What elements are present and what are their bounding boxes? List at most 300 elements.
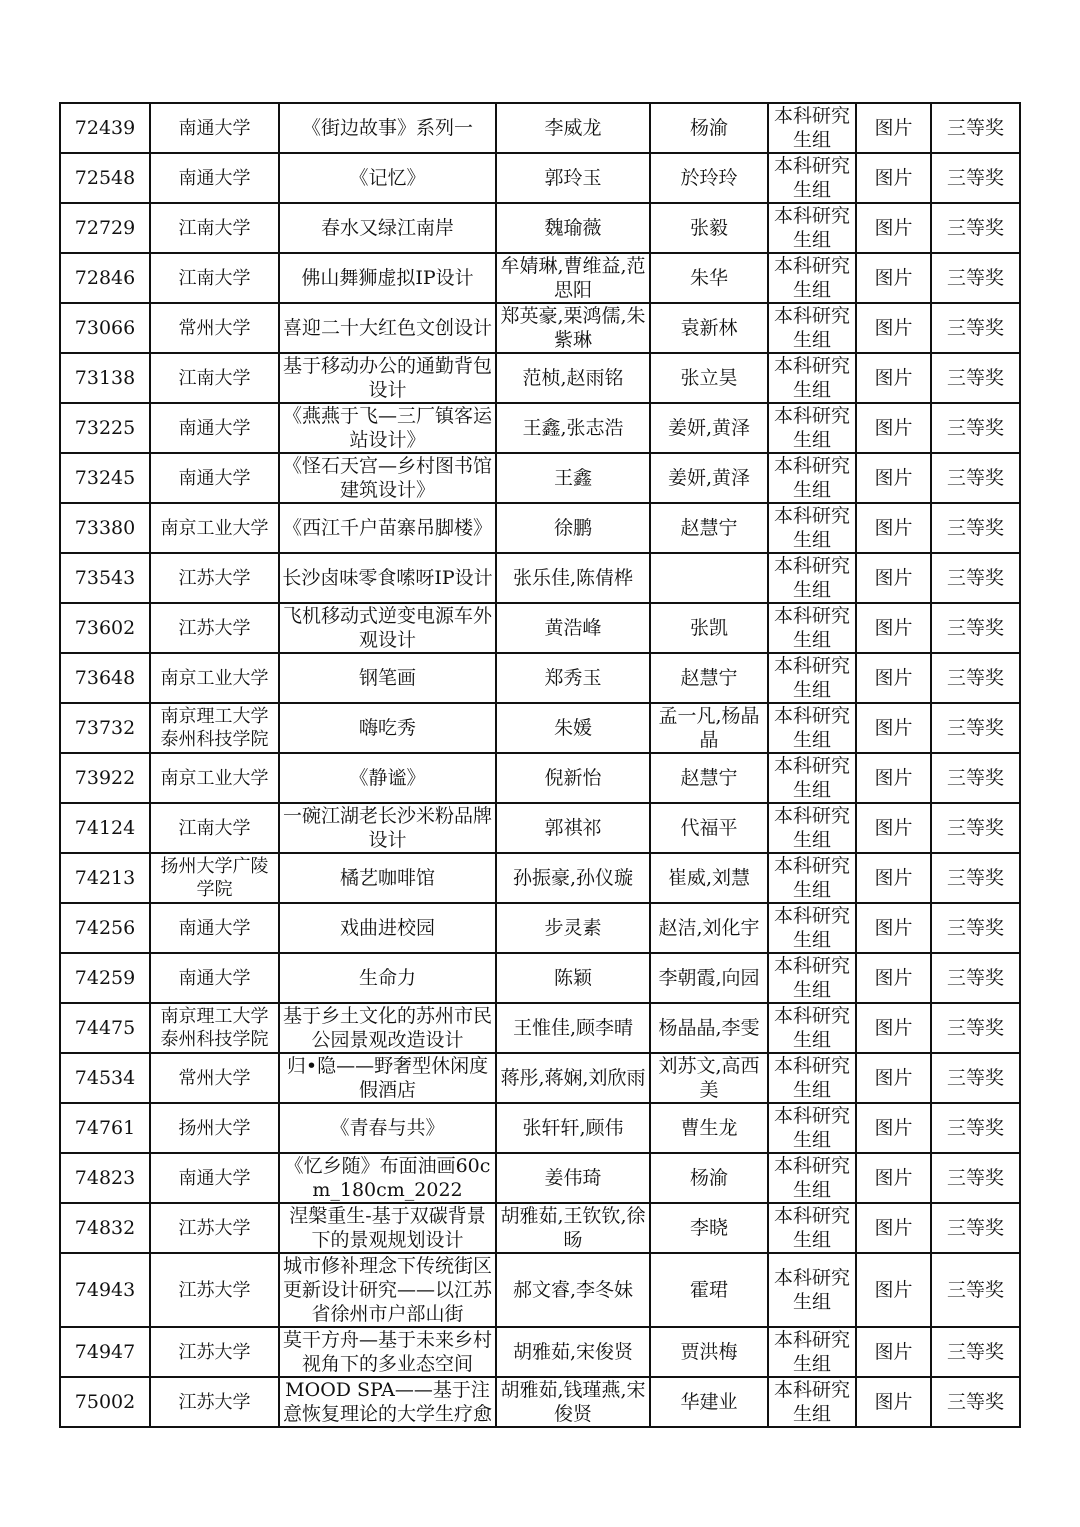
authors-text: 胡雅茹,钱瑾燕,宋俊贤 [500,1379,646,1425]
award-cell [931,1053,1020,1103]
authors-cell [496,403,650,453]
category-cell [856,603,931,653]
award-text: 三等奖 [946,1017,1004,1039]
category-cell [856,903,931,953]
group-cell [768,503,856,553]
entry-id-text: 72548 [74,167,136,189]
authors-cell [496,653,650,703]
entry-id-text: 74124 [74,817,136,839]
award-cell [931,853,1020,903]
authors-cell [496,1377,650,1427]
authors-text: 倪新怡 [544,767,602,789]
award-text: 三等奖 [946,367,1004,389]
category-text: 图片 [874,1167,913,1189]
entry-id-cell [60,603,150,653]
entry-id-text: 74256 [74,917,136,939]
authors-text: 姜伟琦 [544,1167,602,1189]
group-cell [768,1327,856,1377]
school-text: 南通大学 [178,967,251,989]
advisor-cell [650,1327,768,1377]
work-title-cell [279,1327,496,1377]
work-title-text: 春水又绿江南岸 [320,217,454,239]
authors-cell [496,253,650,303]
authors-text: 胡雅茹,王钦钦,徐旸 [500,1205,646,1251]
category-text: 图片 [874,267,913,289]
group-text: 本科研究生组 [773,405,850,451]
work-title-cell [279,1103,496,1153]
group-text: 本科研究生组 [773,755,850,801]
advisor-cell [650,903,768,953]
table-row [60,953,1020,1003]
category-text: 图片 [874,767,913,789]
advisor-text: 代福平 [680,817,738,839]
authors-text: 孙振豪,孙仪璇 [512,867,634,889]
advisor-text: 於玲玲 [680,167,738,189]
award-text: 三等奖 [946,817,1004,839]
school-cell [150,203,279,253]
group-text: 本科研究生组 [773,1105,850,1151]
entry-id-cell [60,303,150,353]
award-cell [931,1153,1020,1203]
group-cell [768,1103,856,1153]
entry-id-cell [60,553,150,603]
group-text: 本科研究生组 [773,105,850,151]
school-cell [150,603,279,653]
group-text: 本科研究生组 [773,155,850,201]
authors-text: 王鑫 [553,467,592,489]
group-cell [768,853,856,903]
work-title-cell [279,303,496,353]
award-cell [931,1377,1020,1427]
authors-text: 郭玲玉 [544,167,602,189]
group-text: 本科研究生组 [773,255,850,301]
work-title-text: 基于乡土文化的苏州市民公园景观改造设计 [282,1005,492,1051]
award-cell [931,303,1020,353]
entry-id-cell [60,403,150,453]
advisor-cell [650,1003,768,1053]
authors-text: 郑英豪,栗鸿儒,朱紫琳 [500,305,646,351]
authors-text: 李威龙 [544,117,602,139]
authors-text: 张轩轩,顾伟 [522,1117,624,1139]
entry-id-cell [60,953,150,1003]
award-cell [931,353,1020,403]
school-cell [150,953,279,1003]
table-row [60,1053,1020,1103]
award-text: 三等奖 [946,617,1004,639]
advisor-text: 孟一凡,杨晶晶 [658,705,760,751]
award-text: 三等奖 [946,267,1004,289]
advisor-cell [650,503,768,553]
table-row [60,803,1020,853]
advisor-text: 杨渝 [689,1167,728,1189]
entry-id-text: 73138 [74,367,136,389]
category-text: 图片 [874,1117,913,1139]
category-cell [856,1103,931,1153]
entry-id-text: 72439 [74,117,136,139]
award-text: 三等奖 [946,1067,1004,1089]
group-text: 本科研究生组 [773,955,850,1001]
table-row [60,103,1020,153]
work-title-text: 城市修补理念下传统街区更新设计研究——以江苏省徐州市户部山街 [282,1255,492,1325]
entry-id-text: 73922 [74,767,136,789]
award-text: 三等奖 [946,467,1004,489]
work-title-cell [279,1203,496,1253]
authors-text: 黄浩峰 [544,617,602,639]
category-cell [856,353,931,403]
authors-text: 郝文睿,李冬妹 [512,1279,634,1301]
entry-id-text: 73732 [74,717,136,739]
school-cell [150,1253,279,1327]
work-title-cell [279,403,496,453]
award-cell [931,1103,1020,1153]
award-cell [931,1203,1020,1253]
entry-id-cell [60,1253,150,1327]
group-cell [768,303,856,353]
work-title-cell [279,503,496,553]
entry-id-text: 72729 [74,217,136,239]
authors-cell [496,1153,650,1203]
school-text: 江苏大学 [178,617,251,639]
school-cell [150,903,279,953]
group-text: 本科研究生组 [773,1329,850,1375]
entry-id-cell [60,203,150,253]
table-row [60,853,1020,903]
entry-id-text: 72846 [74,267,136,289]
group-text: 本科研究生组 [773,705,850,751]
award-cell [931,1003,1020,1053]
advisor-cell [650,1377,768,1427]
advisor-text: 姜妍,黄泽 [667,417,751,439]
school-text: 南通大学 [178,417,251,439]
group-text: 本科研究生组 [773,655,850,701]
award-text: 三等奖 [946,217,1004,239]
group-cell [768,403,856,453]
authors-text: 牟婧琳,曹维益,范思阳 [500,255,646,301]
authors-cell [496,1103,650,1153]
advisor-text: 张凯 [689,617,728,639]
group-cell [768,753,856,803]
group-cell [768,1153,856,1203]
category-cell [856,853,931,903]
group-cell [768,1003,856,1053]
group-cell [768,603,856,653]
authors-cell [496,203,650,253]
category-cell [856,1327,931,1377]
award-text: 三等奖 [946,1167,1004,1189]
authors-cell [496,603,650,653]
group-text: 本科研究生组 [773,905,850,951]
school-text: 扬州大学 [178,1117,251,1139]
advisor-cell [650,1053,768,1103]
category-text: 图片 [874,317,913,339]
entry-id-text: 74475 [74,1017,136,1039]
school-text: 江苏大学 [178,1391,251,1413]
entry-id-cell [60,353,150,403]
work-title-cell [279,953,496,1003]
award-cell [931,253,1020,303]
advisor-cell [650,353,768,403]
work-title-text: 钢笔画 [358,667,416,689]
entry-id-cell [60,703,150,753]
group-text: 本科研究生组 [773,1379,850,1425]
category-cell [856,1053,931,1103]
entry-id-cell [60,503,150,553]
entry-id-cell [60,653,150,703]
work-title-text: 《燕燕于飞—三厂镇客运站设计》 [282,405,492,451]
group-text: 本科研究生组 [773,505,850,551]
entry-id-text: 73543 [74,567,136,589]
advisor-cell [650,703,768,753]
category-text: 图片 [874,867,913,889]
school-text: 江苏大学 [178,567,251,589]
award-cell [931,553,1020,603]
authors-cell [496,853,650,903]
work-title-cell [279,903,496,953]
category-text: 图片 [874,617,913,639]
authors-text: 王惟佳,顾李晴 [512,1017,634,1039]
table-row [60,1377,1020,1427]
school-cell [150,1327,279,1377]
award-cell [931,603,1020,653]
school-cell [150,1377,279,1427]
group-text: 本科研究生组 [773,855,850,901]
group-cell [768,653,856,703]
school-cell [150,1203,279,1253]
group-text: 本科研究生组 [773,205,850,251]
table-row [60,1203,1020,1253]
work-title-text: 《怪石天宫—乡村图书馆建筑设计》 [282,455,492,501]
table-row [60,653,1020,703]
authors-cell [496,1203,650,1253]
school-cell [150,353,279,403]
award-text: 三等奖 [946,767,1004,789]
school-text: 常州大学 [178,1067,251,1089]
authors-cell [496,353,650,403]
entry-id-cell [60,453,150,503]
entry-id-text: 74534 [74,1067,136,1089]
advisor-text: 赵慧宁 [680,517,738,539]
authors-text: 王鑫,张志浩 [522,417,624,439]
advisor-cell [650,403,768,453]
entry-id-cell [60,1103,150,1153]
category-cell [856,1153,931,1203]
category-text: 图片 [874,117,913,139]
entry-id-text: 73225 [74,417,136,439]
entry-id-text: 74761 [74,1117,136,1139]
category-text: 图片 [874,967,913,989]
work-title-text: 喜迎二十大红色文创设计 [282,317,492,339]
authors-cell [496,1053,650,1103]
work-title-cell [279,653,496,703]
advisor-cell [650,953,768,1003]
school-text: 南通大学 [178,117,251,139]
entry-id-cell [60,1203,150,1253]
authors-cell [496,1253,650,1327]
school-text: 南通大学 [178,1167,251,1189]
entry-id-text: 74259 [74,967,136,989]
advisor-text: 李朝霞,向园 [658,967,760,989]
table-row [60,303,1020,353]
work-title-cell [279,103,496,153]
entry-id-text: 74823 [74,1167,136,1189]
award-cell [931,753,1020,803]
authors-cell [496,503,650,553]
entry-id-text: 74943 [74,1279,136,1301]
group-text: 本科研究生组 [773,805,850,851]
group-text: 本科研究生组 [773,1267,850,1313]
category-cell [856,453,931,503]
entry-id-cell [60,753,150,803]
advisor-cell [650,753,768,803]
award-text: 三等奖 [946,867,1004,889]
advisor-cell [650,803,768,853]
advisor-cell [650,1153,768,1203]
school-cell [150,653,279,703]
school-cell [150,503,279,553]
school-cell [150,303,279,353]
school-cell [150,1003,279,1053]
authors-cell [496,953,650,1003]
advisor-text: 杨晶晶,李雯 [658,1017,760,1039]
school-text: 扬州大学广陵学院 [160,856,269,900]
advisor-cell [650,1203,768,1253]
entry-id-cell [60,1327,150,1377]
table-row [60,353,1020,403]
category-cell [856,703,931,753]
authors-text: 魏瑜薇 [544,217,602,239]
entry-id-cell [60,803,150,853]
group-cell [768,453,856,503]
table-row [60,453,1020,503]
work-title-text: 戏曲进校园 [339,917,435,939]
authors-text: 蒋彤,蒋娴,刘欣雨 [500,1067,646,1089]
entry-id-cell [60,1053,150,1103]
school-text: 南京工业大学 [160,517,269,539]
entry-id-text: 75002 [74,1391,136,1413]
school-cell [150,853,279,903]
entry-id-text: 74213 [74,867,136,889]
award-text: 三等奖 [946,417,1004,439]
authors-cell [496,303,650,353]
award-cell [931,503,1020,553]
work-title-text: 涅槃重生-基于双碳背景下的景观规划设计 [289,1205,486,1251]
group-text: 本科研究生组 [773,555,850,601]
award-text: 三等奖 [946,1279,1004,1301]
entry-id-cell [60,903,150,953]
award-text: 三等奖 [946,967,1004,989]
award-text: 三等奖 [946,1217,1004,1239]
authors-cell [496,153,650,203]
entry-id-text: 74947 [74,1341,136,1363]
school-text: 江苏大学 [178,1279,251,1301]
school-text: 江南大学 [178,267,251,289]
group-text: 本科研究生组 [773,305,850,351]
school-text: 南京理工大学泰州科技学院 [160,1006,269,1050]
category-cell [856,953,931,1003]
work-title-text: 嗨吃秀 [358,717,416,739]
authors-cell [496,1327,650,1377]
group-cell [768,1203,856,1253]
award-text: 三等奖 [946,1117,1004,1139]
advisor-cell [650,103,768,153]
table-row [60,553,1020,603]
group-text: 本科研究生组 [773,1055,850,1101]
school-cell [150,553,279,603]
table-row [60,203,1020,253]
authors-cell [496,753,650,803]
category-text: 图片 [874,1067,913,1089]
school-cell [150,703,279,753]
entry-id-text: 73380 [74,517,136,539]
entry-id-text: 73245 [74,467,136,489]
advisor-cell [650,453,768,503]
authors-text: 胡雅茹,宋俊贤 [512,1341,634,1363]
authors-cell [496,903,650,953]
category-cell [856,653,931,703]
advisor-text: 刘苏文,高西美 [658,1055,760,1101]
advisor-text: 朱华 [689,267,728,289]
category-text: 图片 [874,1391,913,1413]
table-body [60,103,1020,1427]
table-row [60,603,1020,653]
authors-text: 郑秀玉 [544,667,602,689]
group-cell [768,703,856,753]
school-cell [150,103,279,153]
category-cell [856,253,931,303]
advisor-text: 杨渝 [689,117,728,139]
advisor-cell [650,553,768,603]
entry-id-cell [60,153,150,203]
group-cell [768,153,856,203]
advisor-text: 霍珺 [689,1279,728,1301]
group-text: 本科研究生组 [773,1205,850,1251]
category-cell [856,1003,931,1053]
work-title-cell [279,803,496,853]
authors-cell [496,1003,650,1053]
school-text: 南京工业大学 [160,767,269,789]
category-cell [856,303,931,353]
advisor-text: 华建业 [680,1391,738,1413]
awards-table [59,102,1021,1428]
group-cell [768,1377,856,1427]
advisor-cell [650,303,768,353]
group-cell [768,553,856,603]
category-text: 图片 [874,1341,913,1363]
work-title-text: 归•隐——野奢型休闲度假酒店 [286,1055,489,1101]
group-text: 本科研究生组 [773,605,850,651]
group-cell [768,253,856,303]
entry-id-cell [60,103,150,153]
authors-cell [496,103,650,153]
work-title-cell [279,353,496,403]
category-cell [856,1253,931,1327]
school-cell [150,753,279,803]
work-title-text: 生命力 [358,967,416,989]
award-cell [931,653,1020,703]
authors-cell [496,703,650,753]
award-cell [931,1253,1020,1327]
table-row [60,753,1020,803]
school-text: 江南大学 [178,817,251,839]
work-title-text: 飞机移动式逆变电源车外观设计 [282,605,492,651]
school-cell [150,1153,279,1203]
work-title-cell [279,603,496,653]
award-text: 三等奖 [946,567,1004,589]
group-cell [768,903,856,953]
table-row [60,503,1020,553]
table-row [60,403,1020,453]
group-cell [768,103,856,153]
